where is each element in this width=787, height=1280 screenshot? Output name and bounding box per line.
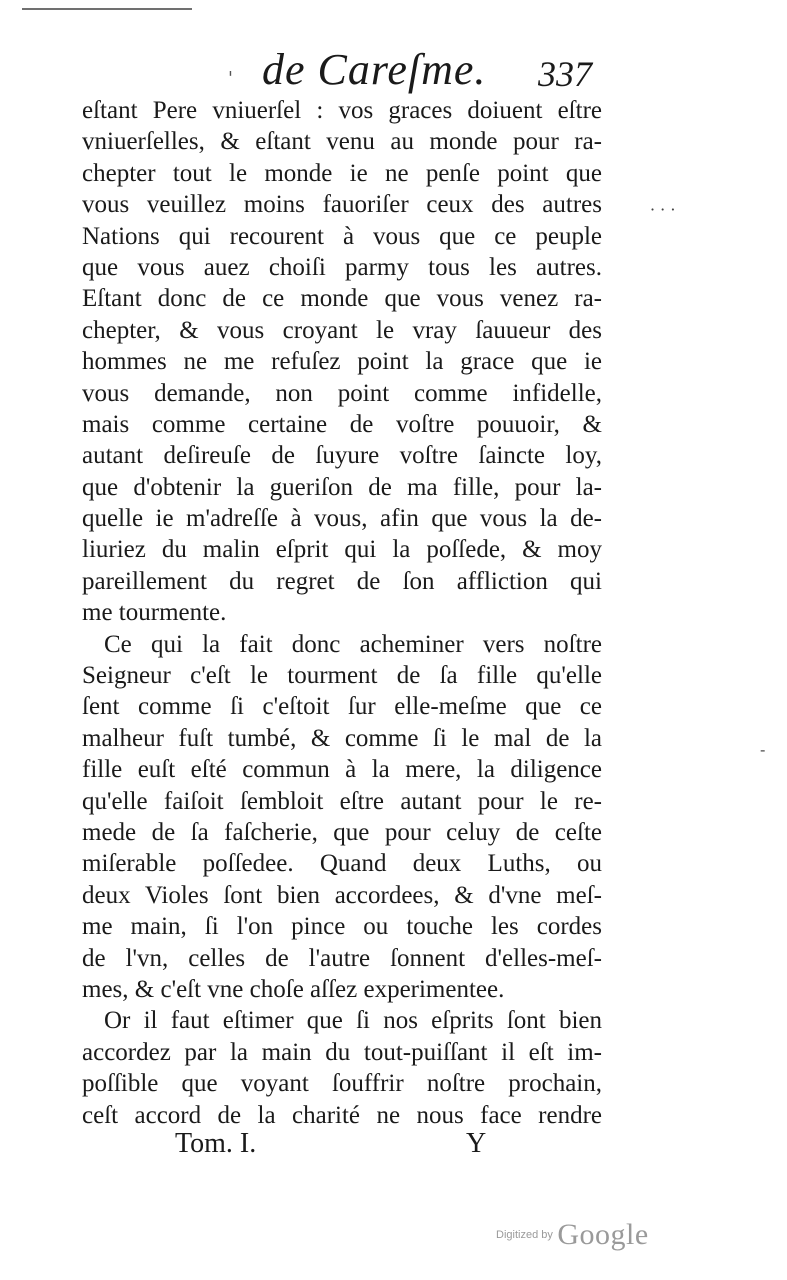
text-line: vniuerſelles, & eſtant venu au monde pour ra-	[82, 128, 602, 156]
text-line: mede de ſa faſcherie, que pour celuy de ceſte	[82, 818, 602, 846]
text-line: chepter tout le monde ie ne penſe point que	[82, 159, 602, 187]
text-line: Or il faut eſtimer que ſi nos eſprits ſont bien	[104, 1007, 602, 1035]
volume-label: Tom. I.	[175, 1128, 257, 1159]
text-line: mes, & c'eſt vne choſe aſſez experimentee.	[82, 975, 505, 1003]
text-line: mais comme certaine de voſtre pouuoir, &	[82, 410, 602, 438]
watermark-prefix: Digitized by	[496, 1229, 553, 1241]
text-line: deux Violes ſont bien accordees, & d'vne meſ-	[82, 881, 602, 909]
header-mark: '	[228, 68, 233, 89]
text-line: liuriez du malin eſprit qui la poſſede, & moy	[82, 536, 602, 564]
text-line: Nations qui recourent à vous que ce peuple	[82, 222, 602, 250]
text-line: hommes ne me refuſez point la grace que ie	[82, 348, 602, 376]
text-line: Ce qui la fait donc acheminer vers noſtre	[104, 630, 602, 658]
body-text	[82, 95, 602, 1131]
text-line: vous demande, non point comme infidelle,	[82, 379, 602, 407]
text-line: me tourmente.	[82, 599, 227, 627]
text-line: Eſtant donc de ce monde que vous venez ra-	[82, 285, 602, 313]
text-line: me main, ſi l'on pince ou touche les cordes	[82, 913, 602, 941]
margin-speck: -	[760, 740, 766, 759]
text-line: vous veuillez moins fauoriſer ceux des autres	[82, 191, 602, 219]
text-line: poſſible que voyant ſouffrir noſtre prochain,	[82, 1070, 602, 1098]
top-rule	[22, 8, 192, 10]
text-line: ceſt accord de la charité ne nous face rendre	[82, 1101, 602, 1129]
signature-mark: Y	[466, 1128, 487, 1159]
text-line: accordez par la main du tout-puiſſant il eſt im-	[82, 1038, 602, 1066]
text-line: de l'vn, celles de l'autre ſonnent d'elles-meſ-	[82, 944, 602, 972]
text-line: ſent comme ſi c'eſtoit ſur elle-meſme que ce	[82, 693, 602, 721]
page-number: 337	[538, 54, 592, 94]
text-line: Seigneur c'eſt le tourment de ſa fille qu'elle	[82, 662, 602, 690]
text-line: qu'elle faiſoit ſembloit eſtre autant pour le re-	[82, 787, 602, 815]
text-line: chepter, & vous croyant le vray ſauueur des	[82, 316, 602, 344]
text-line: miſerable poſſedee. Quand deux Luths, ou	[82, 850, 602, 878]
text-line: quelle ie m'adreſſe à vous, afin que vous la de-	[82, 505, 602, 533]
digitized-watermark	[496, 1218, 649, 1252]
text-line: pareillement du regret de ſon affliction qui	[82, 567, 602, 595]
text-line: autant deſireuſe de ſuyure voſtre ſaincte loy,	[82, 442, 602, 470]
text-line: eſtant Pere vniuerſel : vos graces doiuent eſtre	[82, 97, 602, 124]
google-logo: Google	[557, 1218, 649, 1251]
margin-speck: · · ·	[650, 200, 676, 219]
text-line: que vous auez choiſi parmy tous les autres.	[82, 253, 602, 281]
text-line: que d'obtenir la gueriſon de ma fille, pour la-	[82, 473, 602, 501]
text-line: malheur fuſt tumbé, & comme ſi le mal de la	[82, 724, 602, 752]
text-line: fille euſt eſté commun à la mere, la diligence	[82, 756, 602, 784]
running-head: de Careſme.	[262, 45, 487, 94]
